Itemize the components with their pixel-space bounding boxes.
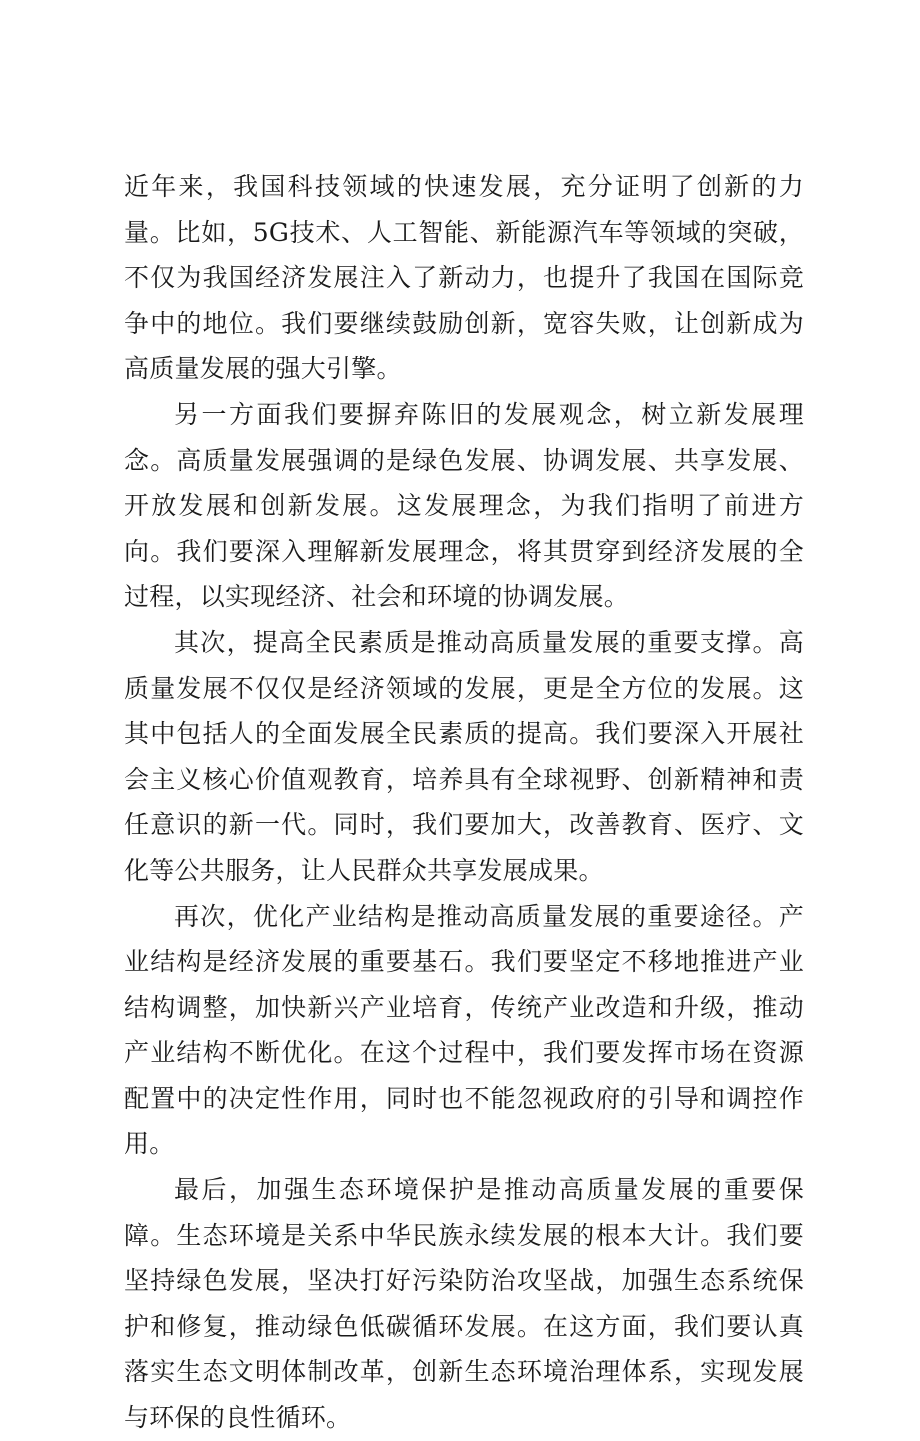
paragraph-national-quality: 其次，提高全民素质是推动高质量发展的重要支撑。高质量发展不仅仅是经济领域的发展，更是全方位的发展。这其中包括人的全面发展全民素质的提高。我们要深入开展社会主义核心价值观教育，培养具有全球视野、创新精神和责任意识的新一代。同时，我们要加大，改善教育、医疗、文化等公共服务，让人民群众共享发展成果。 xyxy=(124,627,804,885)
paragraph-development-concept: 另一方面我们要摒弃陈旧的发展观念，树立新发展理念。高质量发展强调的是绿色发展、协调发展、共享发展、开放发展和创新发展。这发展理念，为我们指明了前进方向。我们要深入理解新发展理念，将其贯穿到经济发展的全过程，以实现经济、社会和环境的协调发展。 xyxy=(124,399,804,612)
document-body xyxy=(124,164,804,1441)
paragraph-industrial-structure: 再次，优化产业结构是推动高质量发展的重要途径。产业结构是经济发展的重要基石。我们要坚定不移地推进产业结构调整，加快新兴产业培育，传统产业改造和升级，推动产业结构不断优化。在这个过程中，我们要发挥市场在资源配置中的决定性作用，同时也不能忽视政府的引导和调控作用。 xyxy=(124,901,804,1159)
paragraph-innovation: 近年来，我国科技领域的快速发展，充分证明了创新的力量。比如，5G技术、人工智能、新能源汽车等领域的突破，不仅为我国经济发展注入了新动力，也提升了我国在国际竞争中的地位。我们要继续鼓励创新，宽容失败，让创新成为高质量发展的强大引擎。 xyxy=(124,172,804,384)
paragraph-ecological-protection: 最后，加强生态环境保护是推动高质量发展的重要保障。生态环境是关系中华民族永续发展的根本大计。我们要坚持绿色发展，坚决打好污染防治攻坚战，加强生态系统保护和修复，推动绿色低碳循环发展。在这方面，我们要认真落实生态文明体制改革，创新生态环境治理体系，实现发展与环保的良性循环。 xyxy=(124,1175,804,1433)
